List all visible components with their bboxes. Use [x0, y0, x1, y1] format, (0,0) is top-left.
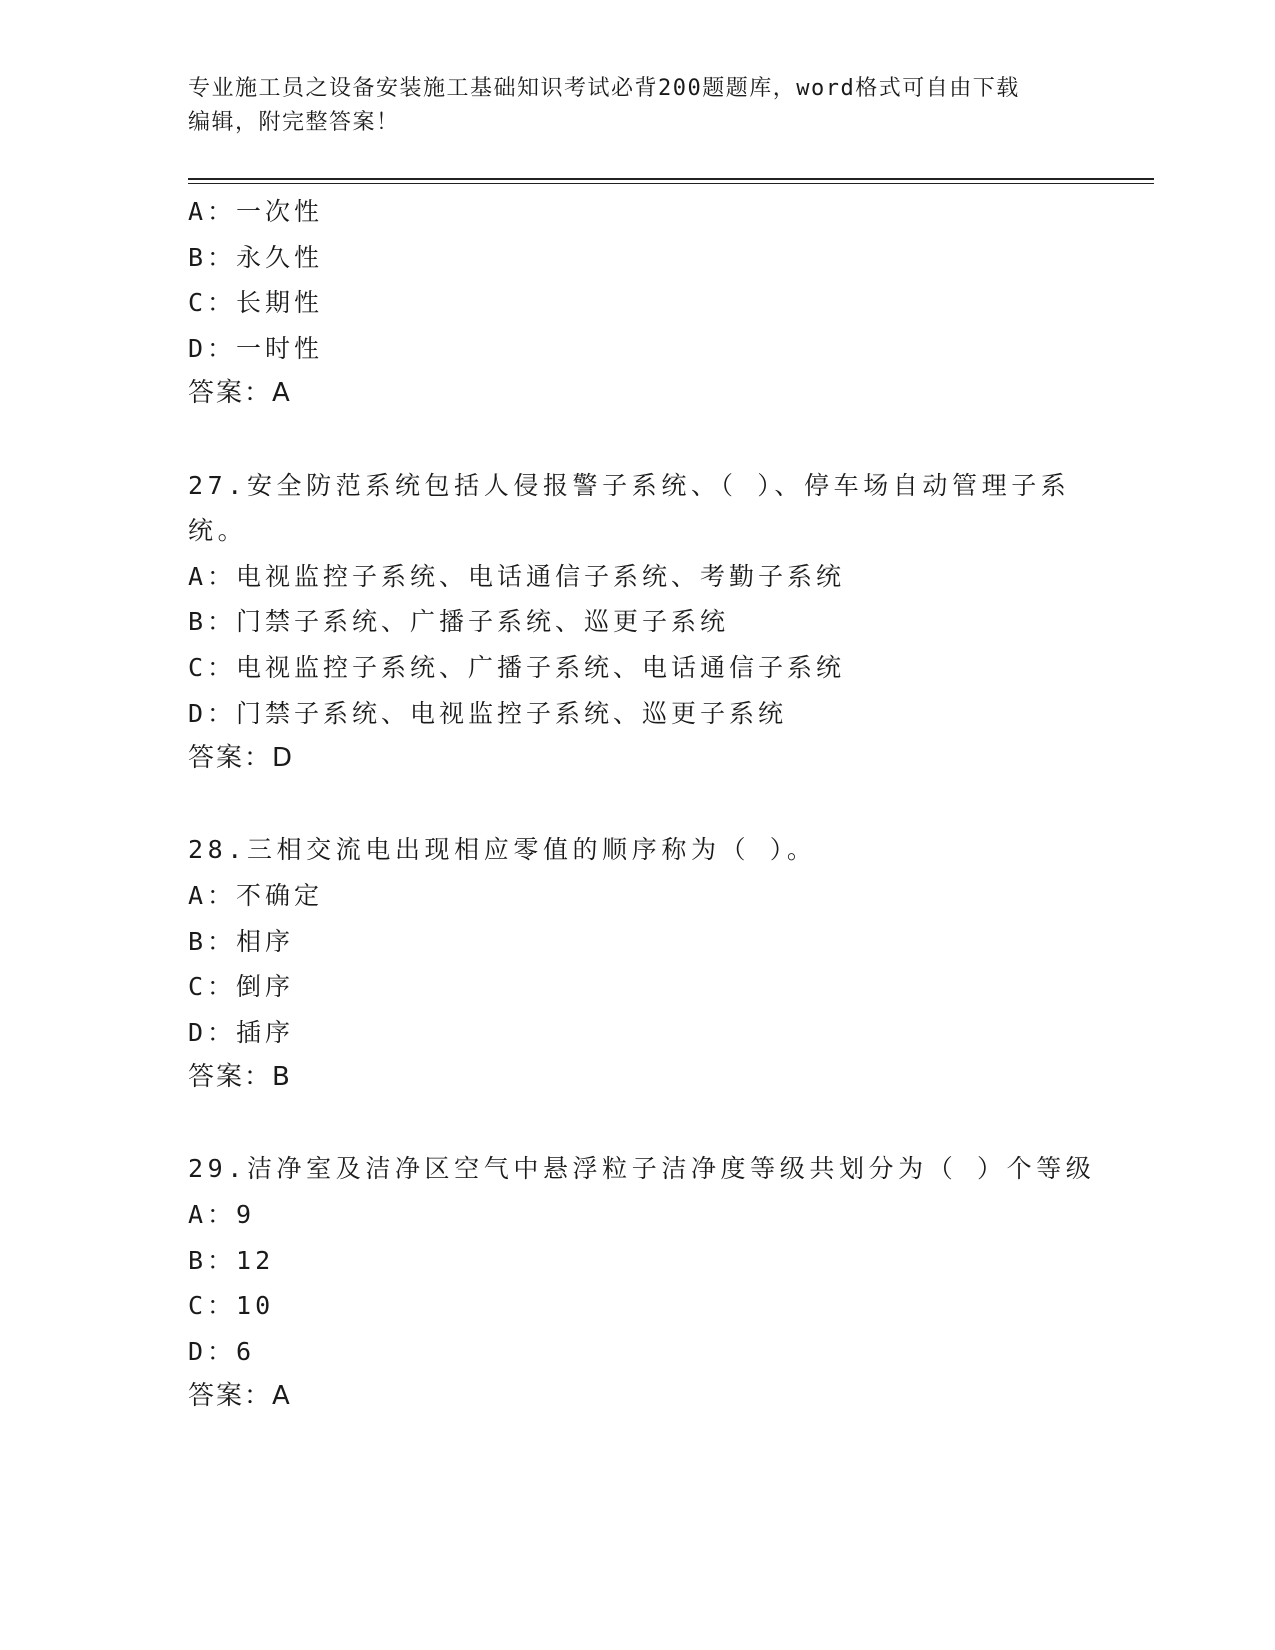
spacer [188, 1101, 1088, 1147]
answer-line: 答案：D [188, 743, 295, 774]
question-stem: 29.洁净室及洁净区空气中悬浮粒子洁净度等级共划分为（ ）个等级 [188, 1154, 1096, 1184]
option-c: C：10 [188, 1291, 275, 1321]
question-29 [188, 1146, 1096, 1420]
option-b: B：相序 [188, 926, 295, 956]
question-list [188, 189, 1096, 1420]
question-28 [188, 827, 1088, 1101]
page-header [188, 72, 1088, 140]
option-d: D：插序 [188, 1017, 295, 1047]
question-stem [188, 463, 1088, 554]
header-divider-thin [188, 183, 1154, 184]
question-26 [188, 189, 1088, 417]
option-c: C：倒序 [188, 972, 295, 1002]
header-title-line-1: 专业施工员之设备安装施工基础知识考试必背200题题库，word格式可自由下载 [188, 76, 1020, 101]
option-d: D：门禁子系统、电视监控子系统、巡更子系统 [188, 698, 788, 728]
header-divider-thick [188, 178, 1154, 180]
question-27 [188, 463, 1088, 782]
option-b: B：永久性 [188, 242, 324, 272]
question-stem-line-2: 统。 [188, 516, 248, 546]
header-title-line-2: 编辑，附完整答案！ [188, 110, 400, 135]
option-c: C：长期性 [188, 288, 324, 318]
spacer [188, 782, 1088, 828]
option-a: A：电视监控子系统、电话通信子系统、考勤子系统 [188, 561, 846, 591]
option-d: D：一时性 [188, 333, 324, 363]
answer-line: 答案：B [188, 1062, 292, 1093]
option-a: A：不确定 [188, 880, 324, 910]
answer-line: 答案：A [188, 1381, 292, 1412]
answer-line: 答案：A [188, 378, 292, 409]
question-stem-line-1: 27.安全防范系统包括人侵报警子系统、（ ）、停车场自动管理子系 [188, 470, 1071, 500]
spacer [188, 417, 1088, 463]
option-a: A：9 [188, 1200, 256, 1230]
question-stem: 28.三相交流电出现相应零值的顺序称为（ ）。 [188, 835, 817, 865]
option-b: B：12 [188, 1245, 275, 1275]
option-b: B：门禁子系统、广播子系统、巡更子系统 [188, 607, 730, 637]
option-d: D：6 [188, 1336, 256, 1366]
option-c: C：电视监控子系统、广播子系统、电话通信子系统 [188, 652, 846, 682]
option-a: A：一次性 [188, 197, 324, 226]
